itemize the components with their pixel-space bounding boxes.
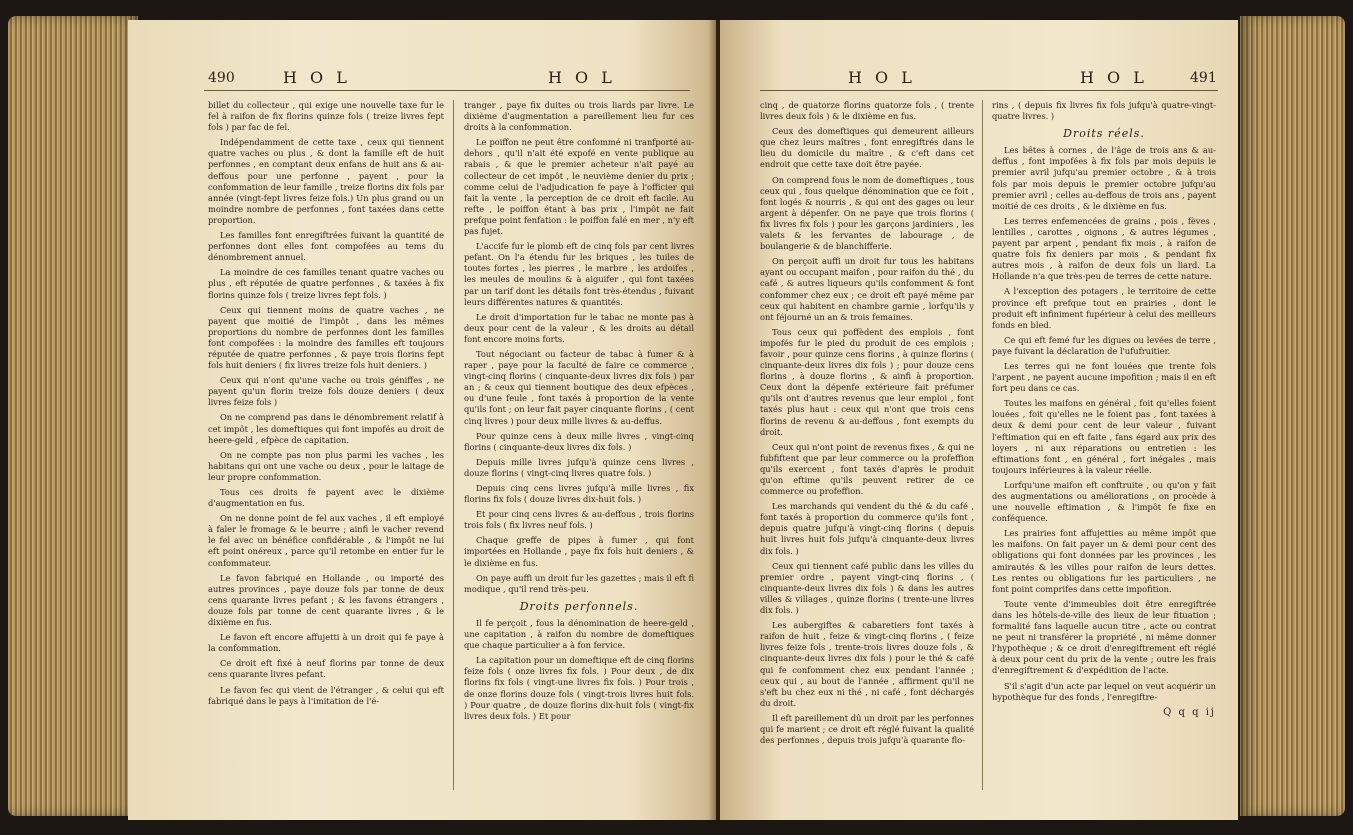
paragraph: On ne donne point de fel aux vaches , il eft employé à faler le fromage & le beurre ; ainfi le vacher revend le fel avec un bénéfice confidérable , & l'impôt ne lui eft point onéreux , parce qu'il retombe en entier fur le confommateur. bbox=[208, 513, 444, 568]
paragraph: A l'exception des potagers , le territoire de cette province eft prefque tout en prairies , dont le produit eft infiniment fupérieur à celui des meilleurs fonds en bled. bbox=[992, 286, 1216, 330]
paragraph: Indépendamment de cette taxe , ceux qui tiennent quatre vaches ou plus , & dont la famille eft de huit perfonnes , en comptant deux enfans de huit ans & au-deffous pour une perfonne , payent , pour la confommation de leur famille , treize florins dix fols par année (vingt-fept livres feize fols.) Un plus grand ou un moindre nombre de perfonnes , font taxées dans cette proportion. bbox=[208, 137, 444, 225]
left-column-2 bbox=[464, 100, 694, 802]
left-running-header bbox=[128, 66, 716, 92]
paragraph: Ce qui eft femé fur les digues ou levées de terre , paye fuivant la déclaration de l'ufufruitier. bbox=[992, 334, 1216, 356]
column-head: H O L bbox=[848, 68, 916, 87]
paragraph: Les aubergiftes & cabaretiers font taxés à raifon de huit , feize & vingt-cinq florins , ( feize livres feize fols , trente-trois livres douze fols , & cinquante-deux livres dix fols ) pour le thé & café qui fe confomment chez eux pendant l'année ; ceux qui , au bout de l'année , affirment qu'il ne s'eft bu chez eux ni thé , ni café , font déchargés du droit. bbox=[760, 620, 974, 708]
paragraph: Chaque greffe de pipes à fumer , qui font importées en Hollande , paye fix fols huit deniers , & le dixième en fus. bbox=[464, 535, 694, 568]
paragraph: Les prairies font affujetties au même impôt que les maifons. On fait payer un & demi pour cent des obligations qui font données par les provinces , les amirautés & les villes pour raifon de leurs dettes. Les rentes ou obligations fur les particuliers , ne font point comprifes dans cette impofition. bbox=[992, 528, 1216, 594]
paragraph: cinq , de quatorze florins quatorze fols , ( trente livres deux fols ) & le dixième en fus. bbox=[760, 100, 974, 122]
right-running-header bbox=[720, 66, 1238, 92]
header-rule bbox=[760, 90, 1218, 91]
column-rule bbox=[982, 100, 983, 790]
page-number: 490 bbox=[208, 70, 235, 86]
left-page-edges bbox=[8, 16, 138, 816]
paragraph: Le poiffon ne peut être confommé ni tranfporté au-dehors , qu'il n'ait été expofé en vente publique au rabais , & que le premier acheteur n'ait payé au collecteur de cet impôt , le neuvième denier du prix ; comme celui de l'adjudication fe paye à l'officier qui fait la vente , la perception de ce droit eft facile. Au refte , le poiffon étant à bas prix , l'impôt ne fait prefque point fenfation : le poiffon falé en mer , n'y eft pas fujet. bbox=[464, 137, 694, 237]
paragraph: Les familles font enregiftrées fuivant la quantité de perfonnes dont elles font compofées au tems du dénombrement annuel. bbox=[208, 230, 444, 263]
paragraph: On paye auffi un droit fur les gazettes ; mais il eft fi modique , qu'il rend très-peu. bbox=[464, 572, 694, 594]
paragraph: Ceux qui tiennent café public dans les villes du premier ordre , payent vingt-cinq florins , ( cinquante-deux livres dix fols ) & dans les autres villes & villages , quinze florins ( trente-une livres dix fols. ) bbox=[760, 560, 974, 616]
paragraph: Toutes les maifons en général , foit qu'elles foient louées , foit qu'elles ne le foient pas , font taxées à deux & demi pour cent de leur valeur , fuivant l'eftimation qui en eft faite , fans égard aux prix des loyers , ni aux réparations ou entretien : les eftimations font , en général , fort inégales , mais toujours inférieures à la valeur réelle. bbox=[992, 398, 1216, 475]
signature-mark: Q q q ij bbox=[1163, 706, 1216, 718]
paragraph: On perçoit auffi un droit fur tous les habitans ayant ou occupant maifon , pour raifon du thé , du café , & autres liqueurs qu'ils confomment & font confommer chez eux ; ce droit eft payé même par ceux qui habitent en chambre garnie , lorfqu'ils y ont féjourné un an & trois femaines. bbox=[760, 256, 974, 322]
paragraph: Les bêtes à cornes , de l'âge de trois ans & au-deffus , font impofées à fix fols par mois depuis le premier avril jufqu'au premier octobre , & à trois fols par mois depuis le premier octobre jufqu'au premier avril ; celles au-deffous de trois ans , payent moitié de ces droits , & le dixième en fus. bbox=[992, 145, 1216, 211]
paragraph: Le droit d'importation fur le tabac ne monte pas à deux pour cent de la valeur , & les droits au détail font encore moins forts. bbox=[464, 311, 694, 344]
paragraph: Le favon eft encore affujetti à un droit qui fe paye à la confommation. bbox=[208, 632, 444, 654]
paragraph: Ceux qui n'ont qu'une vache ou trois géniffes , ne payent qu'un florin treize fols douze deniers ( deux livres feize fols ) bbox=[208, 375, 444, 408]
open-book bbox=[8, 6, 1345, 829]
column-rule bbox=[453, 100, 454, 790]
column-head: H O L bbox=[548, 68, 616, 87]
left-page bbox=[128, 20, 716, 820]
column-head: H O L bbox=[283, 68, 351, 87]
paragraph: Ce droit eft fixé à neuf florins par tonne de deux cens quarante livres pefant. bbox=[208, 658, 444, 680]
right-page-edges bbox=[1240, 16, 1345, 816]
paragraph: billet du collecteur , qui exige une nouvelle taxe fur le fel à raifon de fix florins quinze fols ( treize livres fept fols ) par fac de fel. bbox=[208, 100, 444, 133]
column-head: H O L bbox=[1080, 68, 1148, 87]
paragraph: La capitation pour un domeftique eft de cinq florins feize fols ( onze livres fix fols. ) Pour deux , de dix florins fix fols ( vingt-une livres fix fols. ) Pour trois , de onze florins douze fols ( vingt-trois livres huit fols. ) Pour quatre , de douze florins dix-huit fols ( vingt-fix livres deux fols. ) Et pour bbox=[464, 655, 694, 721]
paragraph: Ceux qui tiennent moins de quatre vaches , ne payent que moitié de l'impôt , dans les mêmes proportions du nombre de perfonnes dont les familles font compofées : la moindre des familles eft toujours réputée de quatre perfonnes , & paye trois florins fept fols huit deniers ( fix livres treize fols huit deniers. ) bbox=[208, 304, 444, 371]
paragraph: Depuis cinq cens livres jufqu'à mille livres , fix florins fix fols ( douze livres dix-huit fols. ) bbox=[464, 483, 694, 505]
paragraph: Tous ceux qui poffèdent des emplois , font impofés fur le pied du produit de ces emplois ; favoir , pour quinze cens florins , à quinze florins ( cinquante-deux livres dix fols ) ; pour douze cens florins , à douze florins , & ainfi à proportion. Ceux dont la dépenfe extérieure fait préfumer qu'ils ont d'autres revenus que leur emploi , font taxés plus haut : ceux qui n'ont que trois cens florins de revenu & au-deffous , font exempts du droit. bbox=[760, 326, 974, 437]
paragraph: Et pour cinq cens livres & au-deffous , trois florins trois fols ( fix livres neuf fols. ) bbox=[464, 509, 694, 531]
paragraph: La moindre de ces familles tenant quatre vaches ou plus , eft réputée de quatre perfonnes , & taxées à fix florins quinze fols ( treize livres fept fols. ) bbox=[208, 267, 444, 300]
paragraph: Ceux qui n'ont point de revenus fixes , & qui ne fubfiftent que par leur commerce ou la profeffion qu'ils exercent , font taxés d'après le produit qu'on eftime qu'ils peuvent retirer de ce commerce ou profeffion. bbox=[760, 441, 974, 497]
paragraph: On ne compte pas non plus parmi les vaches , les habitans qui ont une vache ou deux , pour le laitage de leur propre confommation. bbox=[208, 449, 444, 482]
paragraph: Le favon fabriqué en Hollande , ou importé des autres provinces , paye douze fols par tonne de deux cens quarante livres pefant ; & les favons étrangers , douze fols par tonne de cent quarante livres , & le dixième en fus. bbox=[208, 572, 444, 628]
paragraph: Les terres qui ne font louées que trente fols l'arpent , ne payent aucune impofition ; mais il en eft fort peu dans ce cas. bbox=[992, 360, 1216, 394]
section-title: Droits réels. bbox=[1063, 127, 1145, 141]
left-column-1 bbox=[208, 100, 444, 802]
paragraph: L'accife fur le plomb eft de cinq fols par cent livres pefant. On l'a étendu fur les briques , les tuiles de toutes fortes , les pierres , le marbre , les ardoifes , les meules de moulins & à aiguifer , qui font taxées par un tarif dont les détails font très-étendus , fuivant leurs différentes natures & quantités. bbox=[464, 241, 694, 307]
paragraph: S'il s'agit d'un acte par lequel on veut acquérir un hypothèque fur des fonds , l'enregiftre- bbox=[992, 680, 1216, 702]
right-column-2 bbox=[992, 100, 1216, 802]
section-title: Droits perfonnels. bbox=[519, 599, 639, 613]
paragraph: On ne comprend pas dans le dénombrement relatif à cet impôt , les domeftiques qui font impofés au droit de heere-geld , efpèce de capitation. bbox=[208, 412, 444, 445]
right-column-1 bbox=[760, 100, 974, 802]
paragraph: On comprend fous le nom de domeftiques , tous ceux qui , fous quelque dénomination que ce foit , font logés & nourris , & qui ont des gages ou leur argent à dépenfer. On ne paye que trois florins ( fix livres fix fols ) pour les garçons jardiniers , les valets & les fervantes de labourage , de boulangerie & de blanchifferie. bbox=[760, 174, 974, 252]
paragraph: Tout négociant ou facteur de tabac à fumer & à raper , paye pour la faculté de faire ce commerce , vingt-cinq florins ( cinquante-deux livres dix fols ) par an ; & ceux qui tiennent boutique des deux efpèces , ou d'une feule , font taxés à proportion de la vente qu'ils font ; on leur fait payer cinquante florins , ( cent cinq livres ) pour deux mille livres & au-deffus. bbox=[464, 348, 694, 426]
paragraph: Toute vente d'immeubles doit être enregiftrée dans les hôtels-de-ville des lieux de leur fituation ; formalité fans laquelle aucun titre , acte ou contrat ne peut ni transférer la propriété , ni même donner l'hypothèque ; & ce droit d'enregiftrement eft réglé à deux pour cent du prix de la vente ; outre les frais d'enregiftrement & d'expédition de l'acte. bbox=[992, 598, 1216, 676]
paragraph: tranger , paye fix duites ou trois liards par livre. Le dixième d'augmentation a pareillement lieu fur ces droits à la confommation. bbox=[464, 100, 694, 133]
paragraph: Lorfqu'une maifon eft conftruite , ou qu'on y fait des augmentations ou améliorations , on procède à une nouvelle eftimation , & l'impôt fe fixe en conféquence. bbox=[992, 479, 1216, 524]
paragraph: rins , ( depuis fix livres fix fols jufqu'à quatre-vingt-quatre livres. ) bbox=[992, 100, 1216, 122]
paragraph: Il eft pareillement dû un droit par les perfonnes qui fe marient ; ce droit eft réglé fuivant la qualité des perfonnes , depuis trois jufqu'à quarante flo- bbox=[760, 712, 974, 746]
paragraph: Tous ces droits fe payent avec le dixième d'augmentation en fus. bbox=[208, 487, 444, 509]
paragraph: Il fe perçoit , fous la dénomination de heere-geld , une capitation , à raifon du nombre de domeftiques que chaque particulier a à fon fervice. bbox=[464, 617, 694, 651]
paragraph: Les marchands qui vendent du thé & du café , font taxés à proportion du commerce qu'ils font , depuis quatre jufqu'à vingt-cinq florins ( depuis huit livres huit fols jufqu'à cinquante-deux livres dix fols. ) bbox=[760, 501, 974, 556]
right-page bbox=[720, 20, 1238, 820]
paragraph: Pour quinze cens à deux mille livres , vingt-cinq florins ( cinquante-deux livres dix fols. ) bbox=[464, 430, 694, 452]
paragraph: Ceux des domeftiques qui demeurent ailleurs que chez leurs maîtres , font enregiftrés dans le lieu du domicile du maître , & c'eft dans cet endroit que cette taxe doit être payée. bbox=[760, 126, 974, 170]
page-number: 491 bbox=[1190, 70, 1217, 86]
header-rule bbox=[204, 90, 690, 91]
paragraph: Depuis mille livres jufqu'à quinze cens livres , douze florins ( vingt-cinq livres quatre fols. ) bbox=[464, 456, 694, 478]
paragraph: Le favon fec qui vient de l'étranger , & celui qui eft fabriqué dans le pays à l'imitation de l'é- bbox=[208, 684, 444, 706]
paragraph: Les terres enfemencées de grains , pois , fèves , lentilles , carottes , oignons , & autres légumes , payent par arpent , pendant fix mois , à raifon de quatre fols fix deniers par mois , & pendant fix autres mois , à raifon de deux fols un liard. La Hollande n'a que très-peu de terres de cette nature. bbox=[992, 215, 1216, 282]
